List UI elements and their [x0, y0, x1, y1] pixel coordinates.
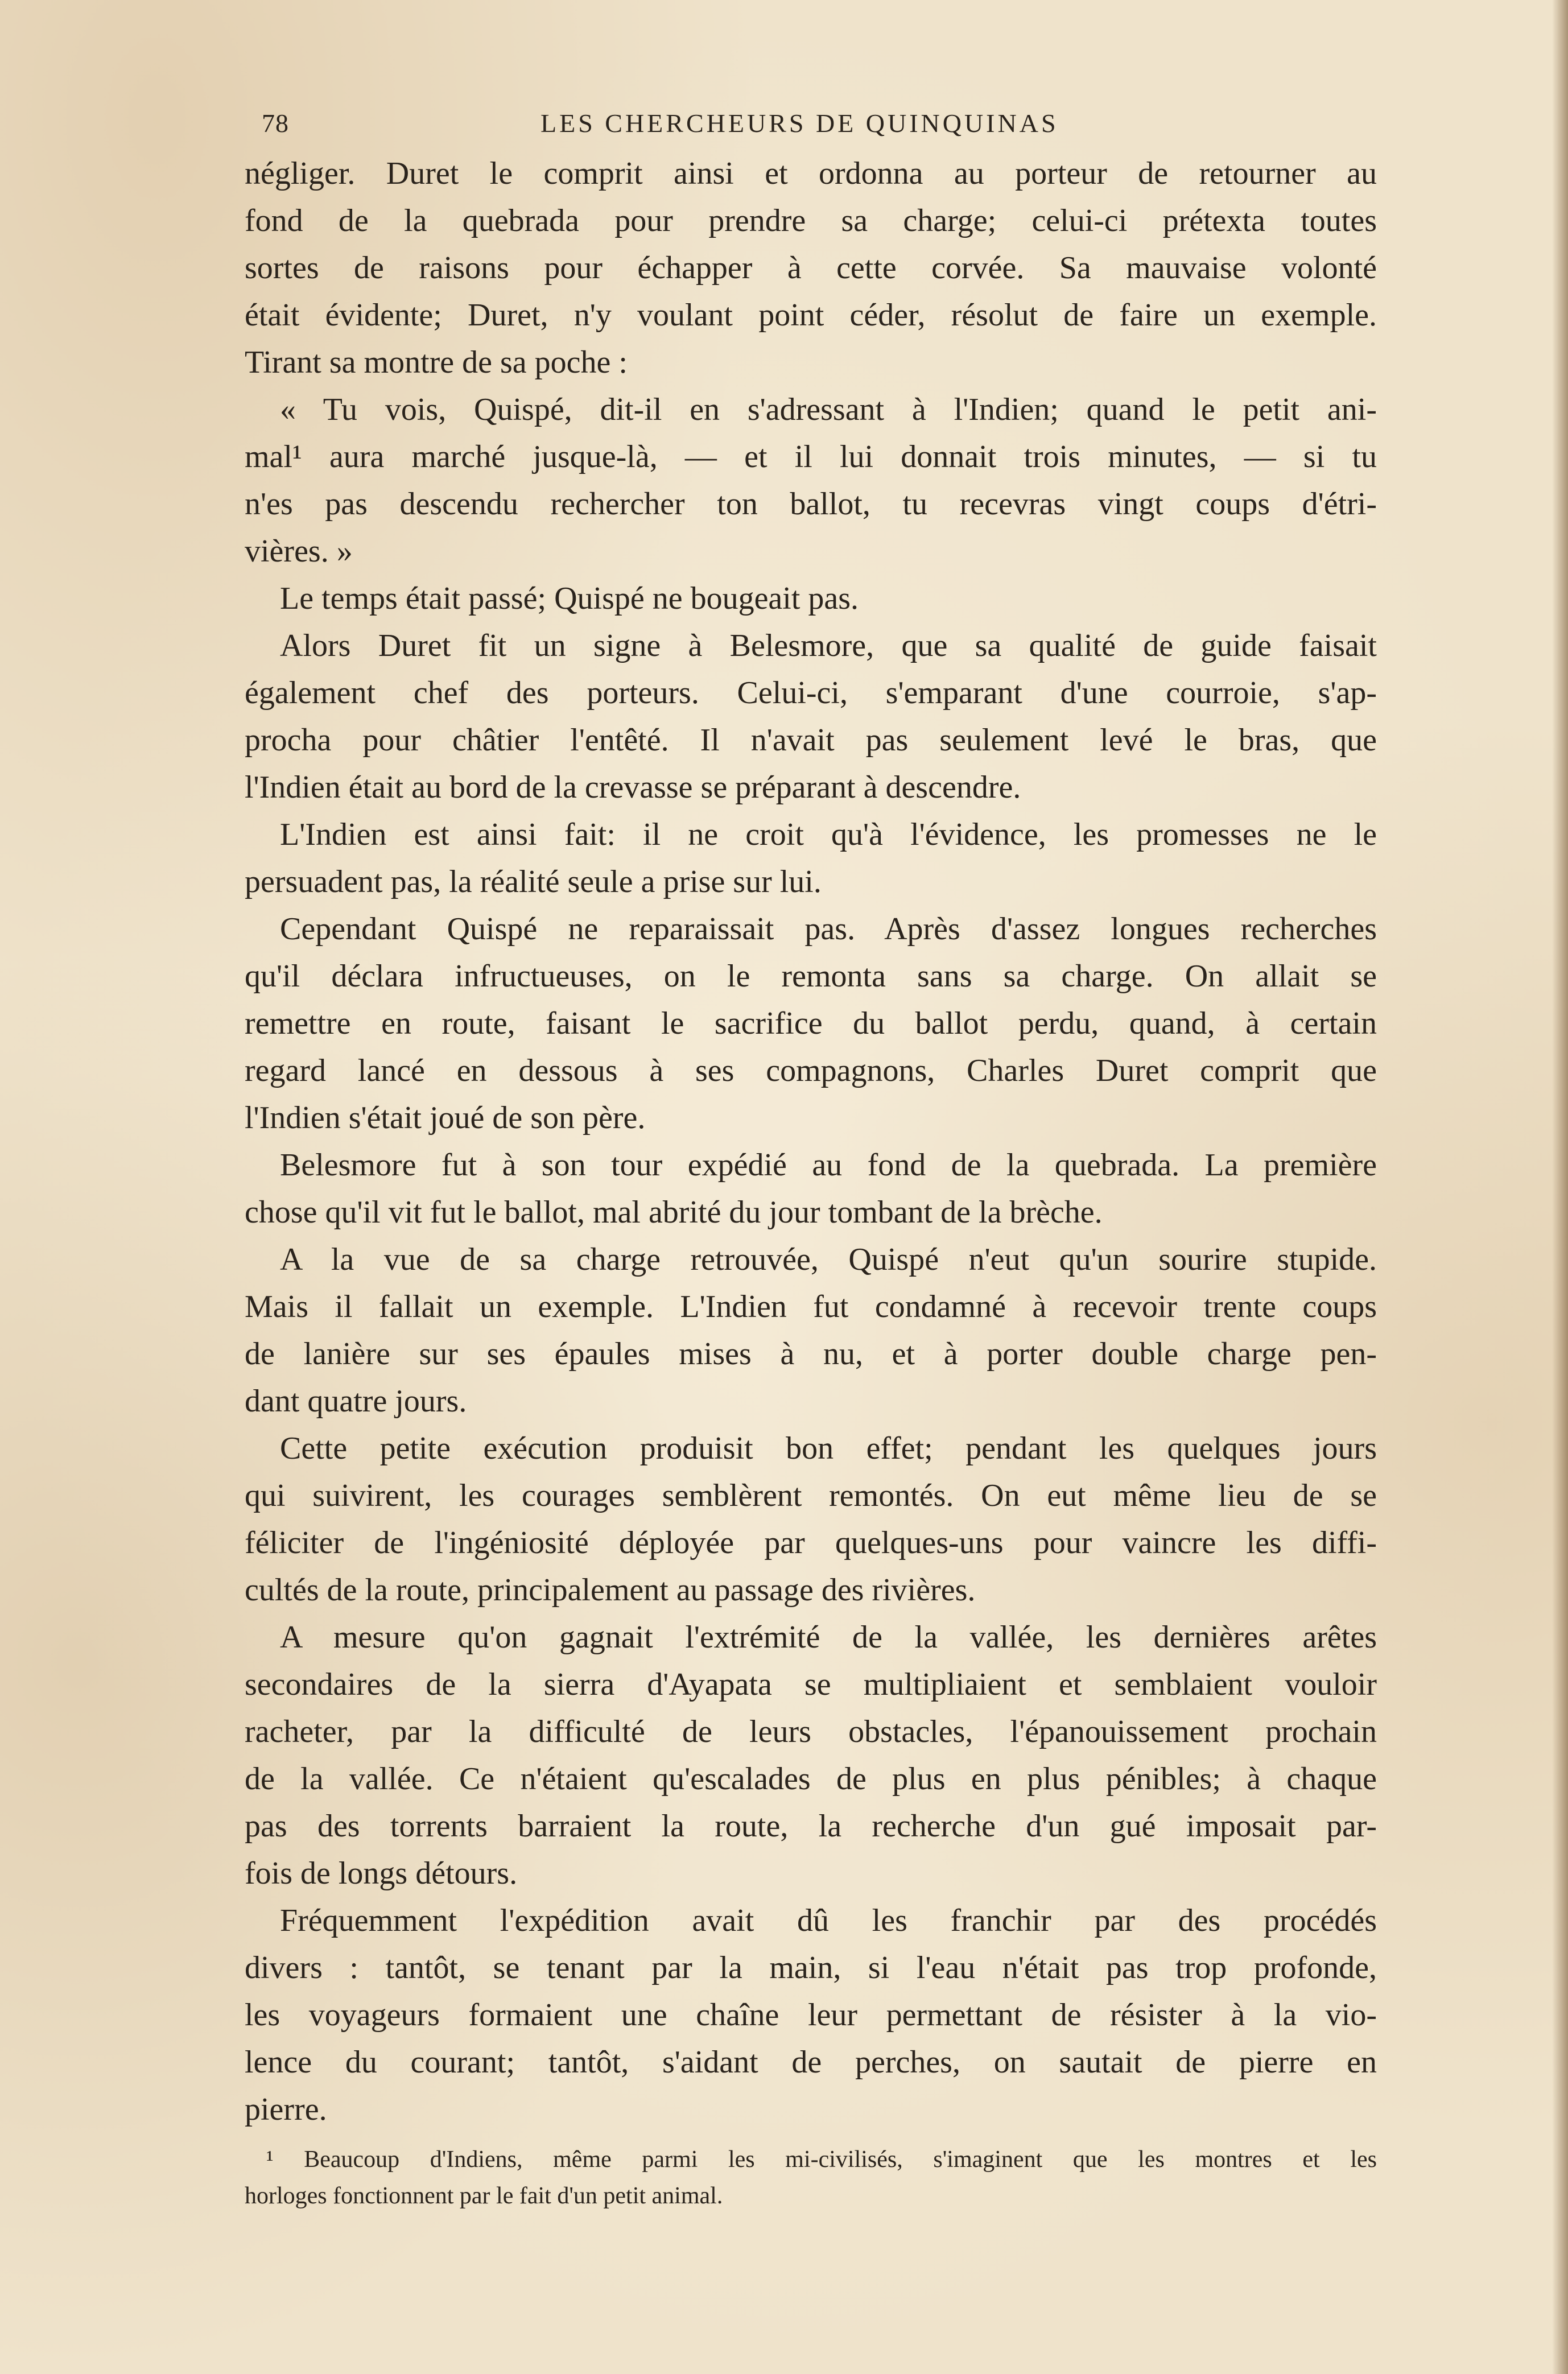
text-line: Cette petite exécution produisit bon effet; pendant les quelques jours	[280, 1431, 1377, 1466]
text-line: Mais il fallait un exemple. L'Indien fut condamné à recevoir trente coups	[245, 1289, 1377, 1324]
text-line: l'Indien s'était joué de son père.	[245, 1100, 646, 1136]
text-line: remettre en route, faisant le sacrifice du ballot perdu, quand, à certain	[245, 1006, 1377, 1041]
body-text	[245, 150, 1377, 2133]
text-line: racheter, par la difficulté de leurs obstacles, l'épanouissement prochain	[245, 1714, 1377, 1749]
text-line: Tirant sa montre de sa poche :	[245, 345, 628, 380]
text-line: A mesure qu'on gagnait l'extrémité de la vallée, les dernières arêtes	[280, 1620, 1377, 1655]
text-line: les voyageurs formaient une chaîne leur permettant de résister à la vio-	[245, 1997, 1377, 2033]
page-edge-shadow	[1552, 0, 1568, 2374]
text-line: Fréquemment l'expédition avait dû les franchir par des procédés	[280, 1903, 1377, 1938]
text-line: féliciter de l'ingéniosité déployée par quelques-uns pour vaincre les diffi-	[245, 1525, 1377, 1560]
text-line: était évidente; Duret, n'y voulant point céder, résolut de faire un exemple.	[245, 298, 1377, 333]
footnotes	[245, 2141, 1377, 2214]
text-line: Le temps était passé; Quispé ne bougeait pas.	[280, 581, 859, 616]
text-line: Cependant Quispé ne reparaissait pas. Après d'assez longues recherches	[280, 911, 1377, 947]
text-line: pas des torrents barraient la route, la recherche d'un gué imposait par-	[245, 1809, 1377, 1844]
text-line: persuadent pas, la réalité seule a prise sur lui.	[245, 864, 822, 899]
running-head	[245, 97, 1377, 148]
text-line: Alors Duret fit un signe à Belesmore, que sa qualité de guide faisait	[280, 628, 1377, 663]
text-line: chose qu'il vit fut le ballot, mal abrité du jour tombant de la brèche.	[245, 1195, 1103, 1230]
text-line: de la vallée. Ce n'étaient qu'escalades de plus en plus pénibles; à chaque	[245, 1761, 1377, 1797]
text-line: de lanière sur ses épaules mises à nu, et à porter double charge pen-	[245, 1336, 1377, 1372]
text-line: « Tu vois, Quispé, dit-il en s'adressant à l'Indien; quand le petit ani-	[280, 392, 1377, 427]
footnote-line: horloges fonctionnent par le fait d'un petit animal.	[245, 2183, 723, 2209]
text-line: regard lancé en dessous à ses compagnons, Charles Duret comprit que	[245, 1053, 1377, 1088]
page-number: 78	[262, 109, 289, 138]
text-line: L'Indien est ainsi fait: il ne croit qu'à l'évidence, les promesses ne le	[280, 817, 1377, 852]
text-line: Belesmore fut à son tour expédié au fond de la quebrada. La première	[280, 1147, 1377, 1183]
text-line: négliger. Duret le comprit ainsi et ordonna au porteur de retourner au	[245, 156, 1377, 191]
text-line: mal¹ aura marché jusque-là, — et il lui donnait trois minutes, — si tu	[245, 439, 1377, 474]
text-line: qui suivirent, les courages semblèrent remontés. On eut même lieu de se	[245, 1478, 1377, 1513]
text-line: n'es pas descendu rechercher ton ballot, tu recevras vingt coups d'étri-	[245, 486, 1377, 522]
text-line: cultés de la route, principalement au passage des rivières.	[245, 1572, 976, 1608]
text-line: A la vue de sa charge retrouvée, Quispé n'eut qu'un sourire stupide.	[280, 1242, 1377, 1277]
text-line: procha pour châtier l'entêté. Il n'avait pas seulement levé le bras, que	[245, 722, 1377, 758]
text-line: pierre.	[245, 2092, 327, 2127]
text-line: lence du courant; tantôt, s'aidant de perches, on sautait de pierre en	[245, 2045, 1377, 2080]
footnote-line: ¹ Beaucoup d'Indiens, même parmi les mi-civilisés, s'imaginent que les montres et les	[266, 2146, 1377, 2173]
text-line: secondaires de la sierra d'Ayapata se multipliaient et semblaient vouloir	[245, 1667, 1377, 1702]
text-line: fond de la quebrada pour prendre sa charge; celui-ci prétexta toutes	[245, 203, 1377, 238]
text-line: également chef des porteurs. Celui-ci, s'emparant d'une courroie, s'ap-	[245, 675, 1377, 711]
text-line: fois de longs détours.	[245, 1856, 518, 1891]
running-title: LES CHERCHEURS DE QUINQUINAS	[540, 109, 1059, 138]
text-line: dant quatre jours.	[245, 1384, 467, 1419]
text-line: qu'il déclara infructueuses, on le remonta sans sa charge. On allait se	[245, 959, 1377, 994]
book-page	[245, 97, 1377, 2214]
text-line: divers : tantôt, se tenant par la main, si l'eau n'était pas trop profonde,	[245, 1950, 1377, 1985]
text-line: vières. »	[245, 534, 353, 569]
text-line: sortes de raisons pour échapper à cette corvée. Sa mauvaise volonté	[245, 250, 1377, 286]
text-line: l'Indien était au bord de la crevasse se préparant à descendre.	[245, 770, 1021, 805]
